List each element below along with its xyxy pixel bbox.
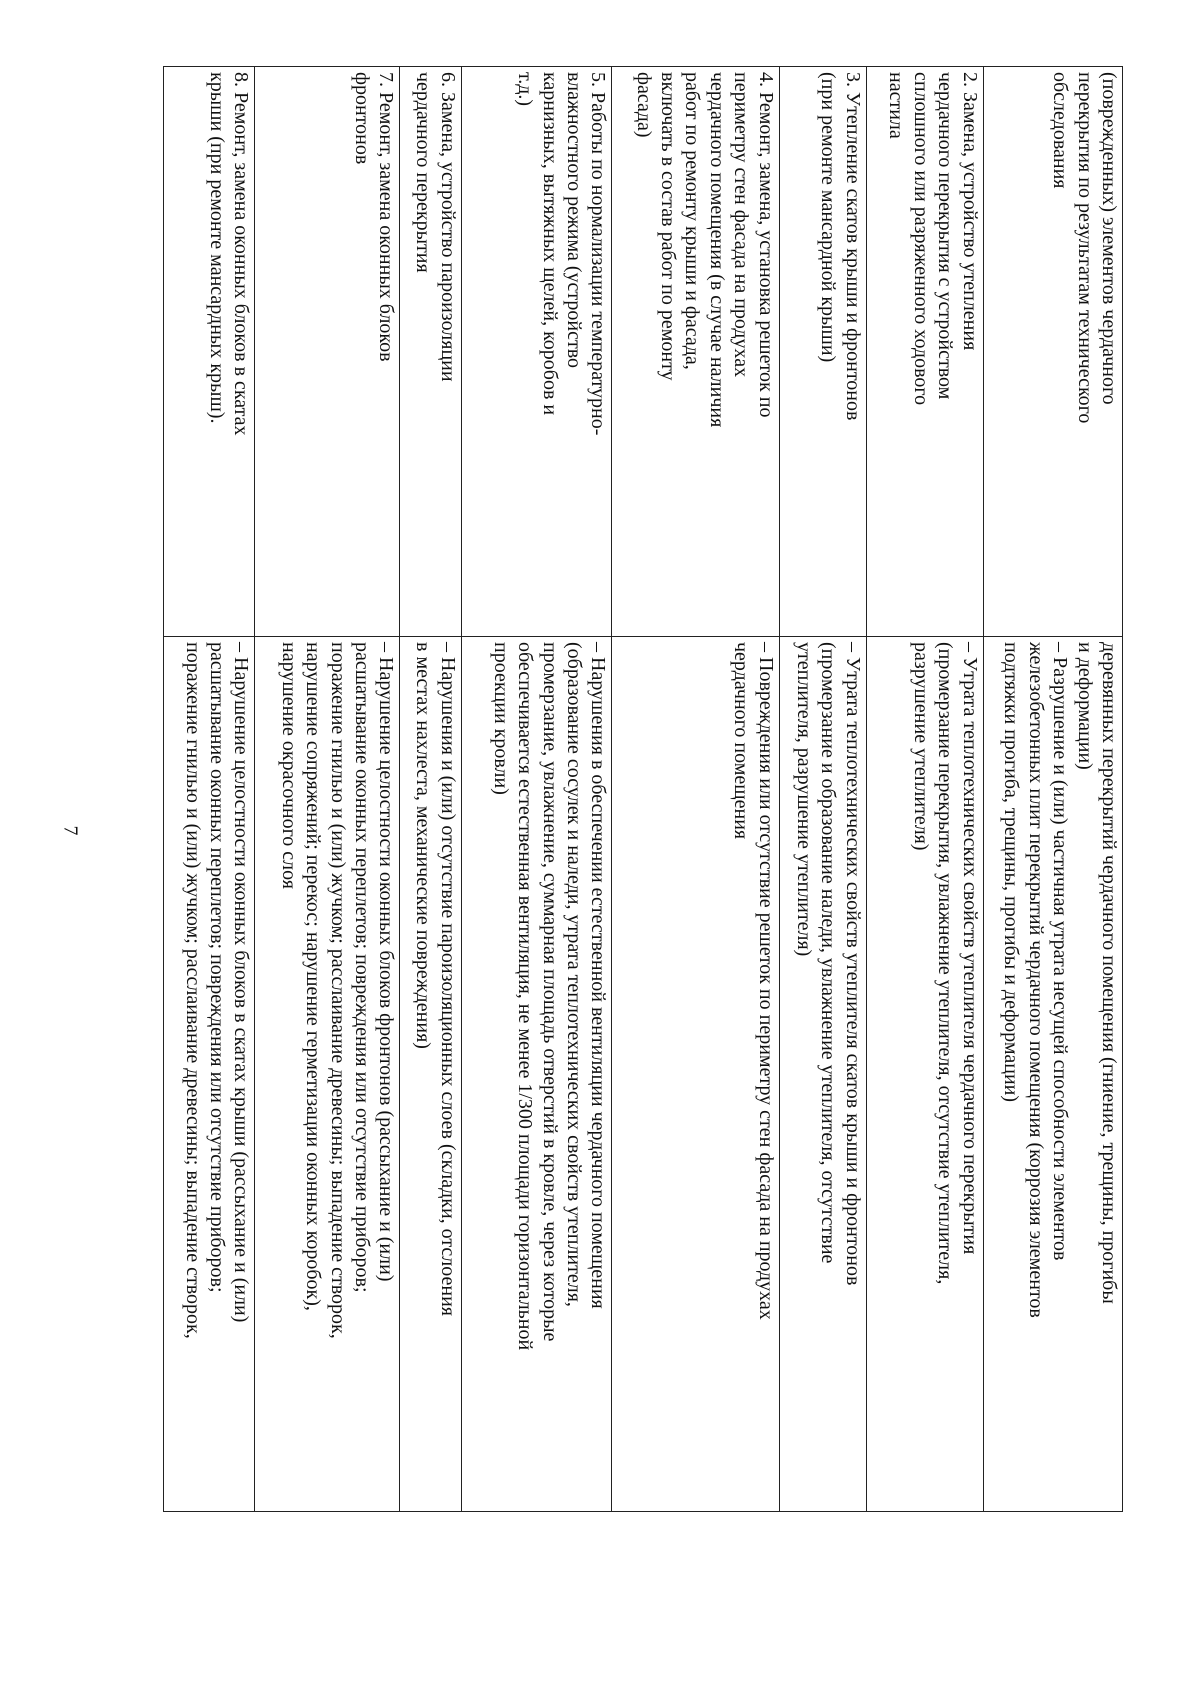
defect-cell: [612, 637, 779, 1512]
defect-cell: [983, 637, 1122, 1512]
work-line: фасада): [632, 72, 655, 138]
defect-line: расшатывание оконных переплетов; повреждения или отсутствие приборов;: [206, 642, 229, 1293]
defect-line: обеспечивается естественная вентиляция, не менее 1/300 площади горизонтальной: [514, 642, 537, 1351]
defect-cell: [400, 637, 461, 1512]
work-line: 6. Замена, устройство пароизоляции: [436, 72, 459, 382]
table-row: [164, 67, 256, 1512]
work-line: фронтонов: [351, 72, 374, 165]
table-row: [461, 67, 612, 1512]
work-line: 3. Утепление скатов крыши и фронтонов: [841, 72, 864, 421]
work-line: перекрытия по результатам технического: [1073, 72, 1096, 424]
defect-line: – Нарушения и (или) отсутствие пароизоляционных слоев (складки, отслоения: [436, 642, 459, 1316]
defect-line: утеплителя, разрушение утеплителя): [792, 642, 815, 957]
table-row: [779, 67, 866, 1512]
defect-line: – Нарушение целостности оконных блоков в скатах крыши (рассыхание и (или): [230, 642, 253, 1323]
defect-line: и деформации): [1073, 642, 1096, 770]
work-line: чердачного перекрытия: [412, 72, 435, 273]
work-cell: [400, 67, 461, 637]
work-line: 8. Ремонт, замена оконных блоков в скатах: [230, 72, 253, 436]
defect-line: в местах нахлеста, механические повреждения): [412, 642, 435, 1049]
work-line: крыши (при ремонте мансардных крыш).: [206, 72, 229, 424]
table-row: [400, 67, 461, 1512]
work-line: 2. Замена, устройство утепления: [958, 72, 981, 351]
work-line: 4. Ремонт, замена, установка решеток по: [754, 72, 777, 418]
table-row: [983, 67, 1122, 1512]
work-line: 5. Работы по нормализации температурно-: [587, 72, 610, 436]
defect-line: – Нарушения в обеспечении естественной вентиляции чердачного помещения: [587, 642, 610, 1309]
page-number: 7: [59, 825, 82, 836]
work-cell: [983, 67, 1122, 637]
table-row: [866, 67, 983, 1512]
defect-cell: [164, 637, 256, 1512]
defect-line: (образование сосулек и наледи, утрата теплотехнических свойств утеплителя,: [562, 642, 585, 1307]
work-cell: [779, 67, 866, 637]
work-cell: [255, 67, 400, 637]
work-line: сплошного или разряженного ходового: [909, 72, 932, 406]
work-line: включать в состав работ по ремонту: [657, 72, 680, 381]
work-line: настила: [885, 72, 908, 139]
defect-line: чердачного помещения: [730, 642, 753, 840]
work-cell: [612, 67, 779, 637]
defect-line: нарушение окрасочного слоя: [277, 642, 300, 889]
rotated-table-container: [163, 66, 1123, 1511]
defect-line: поражение гнилью и (или) жучком; расслаивание древесины; выпадение створок,: [326, 642, 349, 1339]
work-cell: [461, 67, 612, 637]
work-line: работ по ремонту крыши и фасада,: [681, 72, 704, 370]
defect-cell: [779, 637, 866, 1512]
defect-line: (промерзание и образование наледи, увлажнение утеплителя, отсутствие: [817, 642, 840, 1264]
defect-line: проекции кровли): [489, 642, 512, 795]
defect-cell: [866, 637, 983, 1512]
defect-line: подтяжки прогиба, трещины, прогибы и деформации): [1000, 642, 1023, 1103]
work-cell: [164, 67, 256, 637]
defect-line: нарушение сопряжений; перекос; нарушение герметизации оконных коробок),: [302, 642, 325, 1311]
table-row: [612, 67, 779, 1512]
work-line: чердачного перекрытия с устройством: [934, 72, 957, 400]
defect-line: – Утрата теплотехнических свойств утеплителя скатов крыши и фронтонов: [841, 642, 864, 1286]
work-line: 7. Ремонт, замена оконных блоков: [375, 72, 398, 362]
work-line: обследования: [1049, 72, 1072, 189]
work-line: периметру стен фасада на продухах: [730, 72, 753, 378]
work-line: чердачного помещения (в случае наличия: [705, 72, 728, 428]
defect-line: – Утрата теплотехнических свойств утеплителя чердачного перекрытия: [958, 642, 981, 1255]
defect-line: расшатывание оконных переплетов; повреждения или отсутствие приборов;: [351, 642, 374, 1293]
defect-line: деревянных перекрытий чердачного помещения (гниение, трещины, прогибы: [1098, 642, 1120, 1304]
work-line: т.д.): [514, 72, 537, 107]
defect-cell: [461, 637, 612, 1512]
defect-line: – Нарушение целостности оконных блоков фронтонов (рассыхание и (или): [375, 642, 398, 1282]
work-line: карнизных, вытяжных щелей, коробов и: [538, 72, 561, 416]
work-line: влажностного режима (устройство: [562, 72, 585, 369]
repair-works-table: [163, 66, 1123, 1512]
defect-line: поражение гнилью и (или) жучком; расслаивание древесины; выпадение створок,: [181, 642, 204, 1339]
defect-line: – Повреждения или отсутствие решеток по периметру стен фасада на продухах: [754, 642, 777, 1320]
defect-line: – Разрушение и (или) частичная утрата несущей способности элементов: [1049, 642, 1072, 1261]
defect-line: разрушение утеплителя): [909, 642, 932, 851]
work-line: (поврежденных) элементов чердачного: [1098, 72, 1120, 405]
defect-line: (промерзание перекрытия, увлажнение утеплителя, отсутствие утеплителя,: [934, 642, 957, 1285]
table-row: [255, 67, 400, 1512]
work-cell: [866, 67, 983, 637]
work-line: (при ремонте мансардной крыши): [817, 72, 840, 363]
defect-line: промерзание, увлажнение, суммарная площадь отверстий в кровле, через которые: [538, 642, 561, 1342]
defect-line: железобетонных плит перекрытий чердачного помещения (коррозия элементов: [1024, 642, 1047, 1318]
defect-cell: [255, 637, 400, 1512]
